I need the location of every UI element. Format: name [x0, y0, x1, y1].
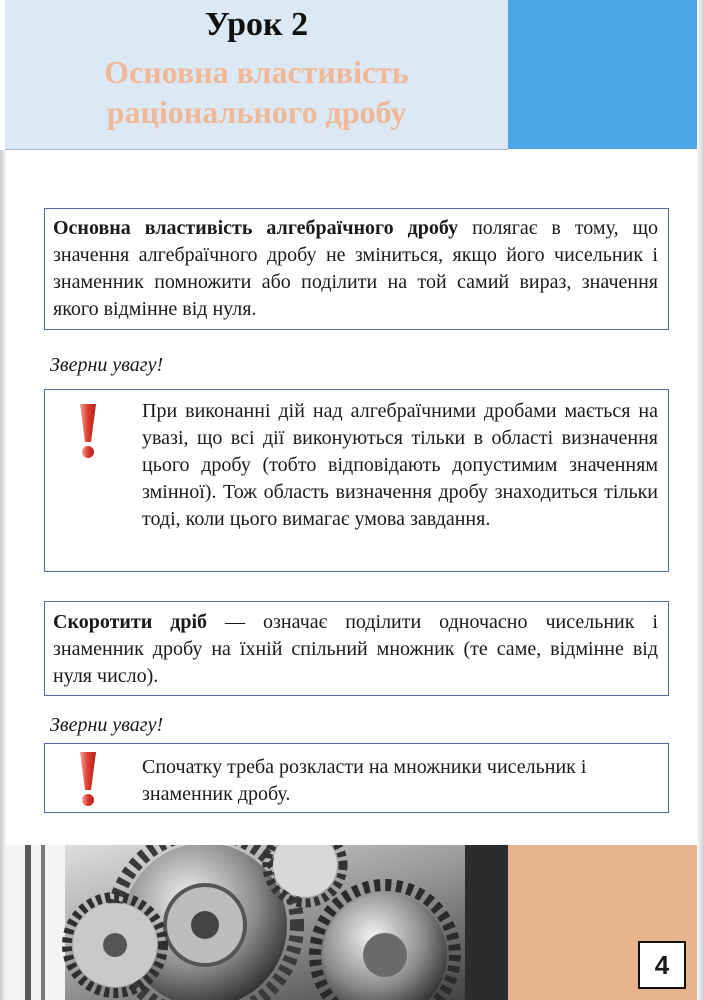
- definition-box-reduce-fraction: [44, 601, 669, 696]
- definition-text: — означає поділити одночасно чисельник і знаменник дробу на їхній спільний множник (те саме, відмінне від нуля число).: [53, 611, 658, 687]
- lesson-title-line-1: Основна властивість: [104, 54, 409, 90]
- lesson-title: [5, 52, 508, 132]
- page-edge-shadow-right: [696, 0, 704, 1000]
- attention-label: Зверни увагу!: [50, 354, 164, 376]
- attention-text: Спочатку треба розкласти на множники чисельник і знаменник дробу.: [142, 756, 587, 805]
- definition-text: полягає в тому, що значення алгебраїчного дробу не зміниться, якщо його чисельник і знаменник помножити або поділити на той самий вираз, значення якого відмінне від нуля.: [53, 217, 658, 320]
- lesson-number: Урок 2: [204, 6, 309, 43]
- lesson-header: [5, 0, 508, 150]
- attention-label: Зверни увагу!: [50, 714, 164, 736]
- attention-box-factorize: [44, 743, 669, 813]
- gears-photo: [5, 845, 508, 1000]
- definition-term: Скоротити дріб: [53, 611, 208, 633]
- attention-text: При виконанні дій над алгебраїчними дробами мається на увазі, що всі дії виконуються тільки в області визначення цього дробу (тобто відповідають допустимим значенням змінної). Тож область визначення дробу знаходиться тільки тоді, коли цього вимагає умова завдання.: [142, 400, 658, 530]
- lesson-title-line-2: раціонального дробу: [106, 94, 407, 130]
- definition-box-main-property: [44, 208, 669, 330]
- attention-box-domain: [44, 389, 669, 572]
- gears-illustration: [5, 845, 508, 1000]
- exclamation-icon: [78, 402, 98, 460]
- exclamation-icon: [78, 750, 98, 808]
- page-number: 4: [638, 941, 686, 989]
- header-accent-block: [508, 0, 697, 149]
- definition-term: Основна властивість алгебраїчного дробу: [53, 217, 459, 239]
